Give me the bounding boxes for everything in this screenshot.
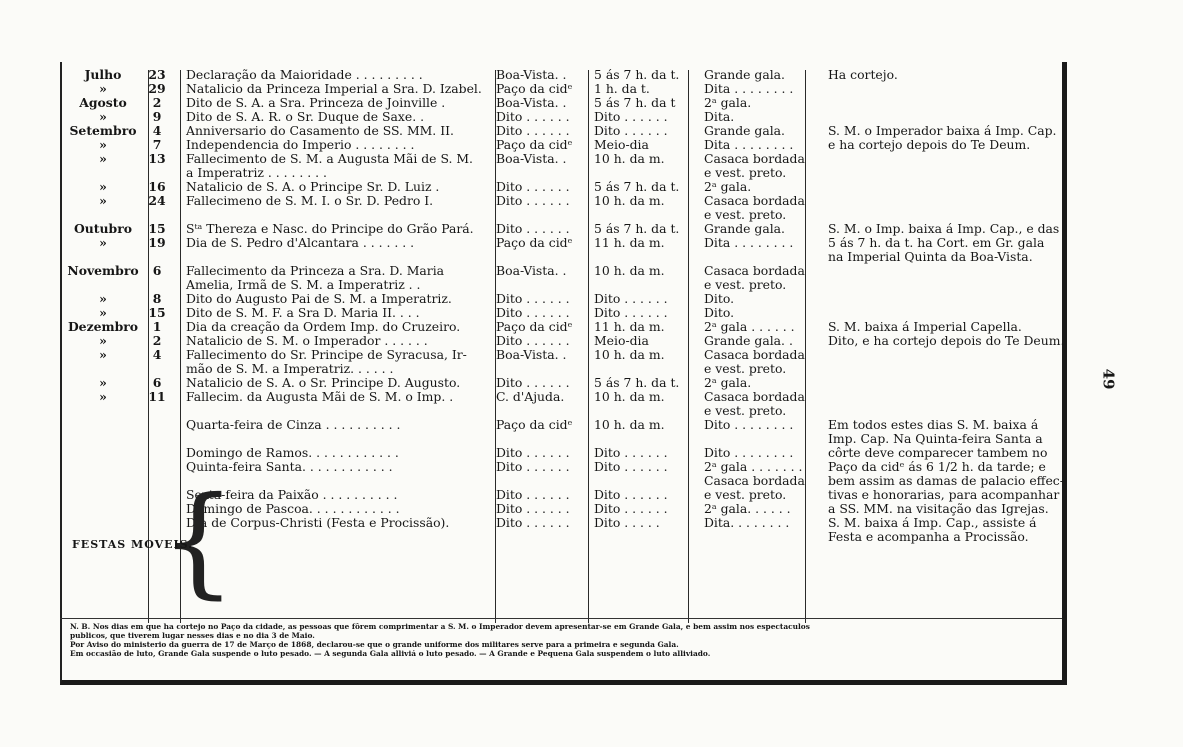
time-cell: Meio-dia <box>594 334 649 348</box>
table-row <box>64 306 1066 320</box>
place-cell <box>488 530 586 544</box>
time-cell <box>586 530 690 544</box>
dress-cell: e vest. preto. <box>704 166 787 180</box>
place-cell <box>488 432 586 446</box>
month-cell: » <box>99 236 107 250</box>
table-row <box>64 194 1066 208</box>
table-row <box>64 222 1066 236</box>
month-cell: » <box>99 306 107 320</box>
month-cell <box>64 432 142 446</box>
month-cell: » <box>99 292 107 306</box>
place-cell: Paço da cidᵉ <box>496 236 573 250</box>
place-cell: Dito . . . . . . <box>496 110 570 124</box>
description-cell: a Imperatriz . . . . . . . . <box>186 166 327 180</box>
note-cell <box>814 278 1066 292</box>
description-cell <box>172 250 488 264</box>
dress-cell: Casaca bordada <box>704 152 805 166</box>
day-cell <box>142 208 172 222</box>
dress-cell: Casaca bordada <box>704 348 805 362</box>
month-cell <box>64 278 142 292</box>
dress-cell: Grande gala. . <box>704 334 793 348</box>
dress-cell: 2ᵃ gala. <box>704 96 752 110</box>
time-cell: 10 h. da m. <box>594 152 665 166</box>
dress-cell: Dito . . . . . . . . <box>704 418 794 432</box>
dress-cell <box>690 530 814 544</box>
table-row <box>64 124 1066 138</box>
note-cell <box>814 82 1066 96</box>
note-cell: S. M. baixa á Imp. Cap., assiste á <box>828 516 1037 530</box>
note-cell <box>814 166 1066 180</box>
description-cell: Quarta-feira de Cinza . . . . . . . . . . <box>186 418 401 432</box>
month-cell <box>64 460 142 474</box>
table-row <box>64 390 1066 404</box>
dress-cell: Dita . . . . . . . . <box>704 138 794 152</box>
day-cell <box>142 166 172 180</box>
place-cell <box>488 166 586 180</box>
place-cell <box>488 278 586 292</box>
table-row <box>64 96 1066 110</box>
place-cell: Dito . . . . . . <box>496 460 570 474</box>
note-cell <box>814 306 1066 320</box>
note-cell <box>814 348 1066 362</box>
note-cell <box>814 292 1066 306</box>
dress-cell <box>690 432 814 446</box>
time-cell: Dito . . . . . . <box>594 460 668 474</box>
table-row <box>64 376 1066 390</box>
month-cell: Dezembro <box>67 320 139 334</box>
dress-cell <box>690 250 814 264</box>
day-cell: 2 <box>152 96 162 110</box>
dress-cell: 2ᵃ gala . . . . . . <box>704 320 795 334</box>
place-cell: Dito . . . . . . <box>496 334 570 348</box>
month-cell: » <box>99 180 107 194</box>
note-cell: Ha cortejo. <box>828 68 898 82</box>
month-cell: » <box>99 348 107 362</box>
month-cell <box>64 418 142 432</box>
description-cell: Fallecimento do Sr. Principe de Syracusa, Ir- <box>186 348 467 362</box>
dress-cell: Grande gala. <box>704 222 785 236</box>
table-row <box>64 404 1066 418</box>
table-row <box>64 166 1066 180</box>
month-cell <box>64 208 142 222</box>
description-cell: Natalicio de S. A. o Principe Sr. D. Luiz . <box>186 180 440 194</box>
table-row <box>64 320 1066 334</box>
table-row <box>64 236 1066 250</box>
day-cell <box>142 418 172 432</box>
day-cell: 9 <box>152 110 162 124</box>
day-cell <box>142 362 172 376</box>
time-cell: 5 ás 7 h. da t. <box>594 180 680 194</box>
day-cell: 19 <box>148 236 166 250</box>
description-cell: Fallecim. da Augusta Mãi de S. M. o Imp. . <box>186 390 454 404</box>
table-row <box>64 432 1066 446</box>
dress-cell: Dita . . . . . . . . <box>704 82 794 96</box>
description-cell: Quinta-feira Santa. . . . . . . . . . . . <box>186 460 393 474</box>
note-cell: a SS. MM. na visitação das Igrejas. <box>828 502 1049 516</box>
time-cell: Dito . . . . . . <box>594 110 668 124</box>
month-cell: Setembro <box>69 124 137 138</box>
time-cell: Dito . . . . . . <box>594 488 668 502</box>
month-cell: Julho <box>84 68 122 82</box>
month-cell <box>64 516 142 530</box>
time-cell: Dito . . . . . . <box>594 502 668 516</box>
month-cell: » <box>99 138 107 152</box>
month-cell <box>64 250 142 264</box>
table-row <box>64 334 1066 348</box>
time-cell: 1 h. da t. <box>594 82 650 96</box>
time-cell: Dito . . . . . . <box>594 292 668 306</box>
description-cell: Dito de S. A. a Sra. Princeza de Joinville . <box>186 96 446 110</box>
day-cell: 6 <box>152 264 162 278</box>
dress-cell: Dito . . . . . . . . <box>704 446 794 460</box>
description-cell: Fallecimento de S. M. a Augusta Mãi de S. M. <box>186 152 473 166</box>
footnote-line: publicos, que tiverem lugar nesses dias e no dia 3 de Maio. <box>70 631 315 640</box>
notes-divider <box>60 618 1062 619</box>
description-cell: Independencia do Imperio . . . . . . . . <box>186 138 415 152</box>
time-cell <box>586 250 690 264</box>
table-row <box>64 180 1066 194</box>
day-cell: 13 <box>148 152 166 166</box>
note-cell <box>814 404 1066 418</box>
day-cell: 7 <box>152 138 162 152</box>
note-cell <box>814 390 1066 404</box>
day-cell <box>142 250 172 264</box>
day-cell <box>142 446 172 460</box>
table-row <box>64 362 1066 376</box>
place-cell: Boa-Vista. . <box>496 348 567 362</box>
day-cell <box>142 404 172 418</box>
footnotes <box>70 622 1055 658</box>
time-cell <box>586 404 690 418</box>
day-cell: 24 <box>148 194 166 208</box>
day-cell: 15 <box>148 306 166 320</box>
month-cell <box>64 166 142 180</box>
month-cell: Outubro <box>74 222 132 236</box>
description-cell: Dia de Corpus-Christi (Festa e Procissão). <box>186 516 450 530</box>
table-row <box>64 446 1066 460</box>
note-cell: Dito, e ha cortejo depois do Te Deum. <box>828 334 1065 348</box>
note-cell: S. M. o Imp. baixa á Imp. Cap., e das <box>828 222 1060 236</box>
day-cell: 23 <box>148 68 166 82</box>
place-cell: Dito . . . . . . <box>496 502 570 516</box>
time-cell: 10 h. da m. <box>594 194 665 208</box>
time-cell <box>586 474 690 488</box>
description-cell: Fallecimeno de S. M. I. o Sr. D. Pedro I. <box>186 194 434 208</box>
day-cell <box>142 278 172 292</box>
dress-cell: Dito. <box>704 306 735 320</box>
day-cell: 6 <box>152 376 162 390</box>
table-row <box>64 292 1066 306</box>
place-cell <box>488 250 586 264</box>
description-cell: mão de S. M. a Imperatriz. . . . . . <box>186 362 394 376</box>
time-cell: 11 h. da m. <box>594 236 665 250</box>
place-cell: Dito . . . . . . <box>496 124 570 138</box>
dress-cell: Casaca bordada <box>704 264 805 278</box>
dress-cell: 2ᵃ gala. . . . . . <box>704 502 791 516</box>
dress-cell: Casaca bordada <box>704 194 805 208</box>
note-cell <box>814 180 1066 194</box>
time-cell <box>586 208 690 222</box>
table-row <box>64 110 1066 124</box>
table-row <box>64 82 1066 96</box>
place-cell: Dito . . . . . . <box>496 222 570 236</box>
month-cell <box>64 488 142 502</box>
place-cell: Paço da cidᵉ <box>496 82 573 96</box>
day-cell: 1 <box>152 320 162 334</box>
time-cell: 10 h. da m. <box>594 418 665 432</box>
dress-cell: e vest. preto. <box>704 362 787 376</box>
footnote-line: Por Aviso do ministerio da guerra de 17 de Março de 1868, declarou-se que o grande uniforme dos militares serve para a primeira e segunda Gala. <box>70 640 679 649</box>
dress-cell: e vest. preto. <box>704 278 787 292</box>
description-cell: Dito do Augusto Pai de S. M. a Imperatriz. <box>186 292 452 306</box>
time-cell <box>586 278 690 292</box>
time-cell: Meio-dia <box>594 138 649 152</box>
table-row <box>64 348 1066 362</box>
place-cell: Boa-Vista. . <box>496 96 567 110</box>
note-cell: e ha cortejo depois do Te Deum. <box>828 138 1031 152</box>
time-cell <box>586 432 690 446</box>
table-row <box>64 138 1066 152</box>
table-row <box>64 250 1066 264</box>
day-cell: 4 <box>152 124 162 138</box>
time-cell: Dito . . . . . . <box>594 124 668 138</box>
month-cell: » <box>99 194 107 208</box>
time-cell: 11 h. da m. <box>594 320 665 334</box>
description-cell: Domingo de Pascoa. . . . . . . . . . . . <box>186 502 400 516</box>
note-cell: Festa e acompanha a Procissão. <box>828 530 1029 544</box>
place-cell: Dito . . . . . . <box>496 306 570 320</box>
place-cell <box>488 362 586 376</box>
dress-cell: Dito. <box>704 292 735 306</box>
note-cell <box>814 96 1066 110</box>
day-cell: 8 <box>152 292 162 306</box>
description-cell: Domingo de Ramos. . . . . . . . . . . . <box>186 446 399 460</box>
note-cell <box>814 264 1066 278</box>
description-cell: Dito de S. A. R. o Sr. Duque de Saxe. . <box>186 110 425 124</box>
place-cell: Boa-Vista. . <box>496 152 567 166</box>
month-cell: Novembro <box>67 264 139 278</box>
note-cell <box>814 194 1066 208</box>
month-cell <box>64 362 142 376</box>
table-row <box>64 418 1066 432</box>
note-cell: 5 ás 7 h. da t. ha Cort. em Gr. gala <box>828 236 1045 250</box>
table-row <box>64 68 1066 82</box>
dress-cell: Grande gala. <box>704 68 785 82</box>
month-cell: Agosto <box>79 96 127 110</box>
month-cell: » <box>99 376 107 390</box>
description-cell: Amelia, Irmã de S. M. a Imperatriz . . <box>186 278 421 292</box>
month-cell <box>64 446 142 460</box>
dress-cell: Casaca bordada <box>704 390 805 404</box>
place-cell: Paço da cidᵉ <box>496 418 573 432</box>
place-cell <box>488 208 586 222</box>
dress-cell: Dita . . . . . . . . <box>704 236 794 250</box>
note-cell <box>814 152 1066 166</box>
place-cell: Dito . . . . . . <box>496 446 570 460</box>
place-cell: Dito . . . . . . <box>496 194 570 208</box>
time-cell: 10 h. da m. <box>594 264 665 278</box>
time-cell: 5 ás 7 h. da t. <box>594 222 680 236</box>
note-cell <box>814 362 1066 376</box>
dress-cell: Grande gala. <box>704 124 785 138</box>
dress-cell: e vest. preto. <box>704 208 787 222</box>
note-cell <box>814 376 1066 390</box>
page-number: 49 <box>1099 368 1118 390</box>
month-cell: » <box>99 390 107 404</box>
dress-cell: e vest. preto. <box>704 404 787 418</box>
place-cell: Paço da cidᵉ <box>496 138 573 152</box>
place-cell <box>488 474 586 488</box>
time-cell: 5 ás 7 h. da t. <box>594 376 680 390</box>
time-cell: Dito . . . . . <box>594 516 660 530</box>
description-cell: Dia da creação da Ordem Imp. do Cruzeiro. <box>186 320 461 334</box>
dress-cell: 2ᵃ gala. <box>704 180 752 194</box>
month-cell <box>64 474 142 488</box>
place-cell: Boa-Vista. . <box>496 264 567 278</box>
time-cell: 5 ás 7 h. da t. <box>594 68 680 82</box>
description-cell: Natalicio da Princeza Imperial a Sra. D. Izabel. <box>186 82 482 96</box>
table-row <box>64 278 1066 292</box>
place-cell: C. d'Ajuda. <box>496 390 565 404</box>
dress-cell: Dita. . . . . . . . <box>704 516 790 530</box>
note-cell: Em todos estes dias S. M. baixa á <box>828 418 1039 432</box>
day-cell: 11 <box>148 390 166 404</box>
note-cell: na Imperial Quinta da Boa-Vista. <box>828 250 1033 264</box>
time-cell <box>586 362 690 376</box>
dress-cell: 2ᵃ gala. <box>704 376 752 390</box>
note-cell <box>814 110 1066 124</box>
place-cell: Dito . . . . . . <box>496 488 570 502</box>
month-cell: » <box>99 152 107 166</box>
description-cell: Declaração da Maioridade . . . . . . . . . <box>186 68 423 82</box>
description-cell: Natalicio de S. A. o Sr. Principe D. Augusto. <box>186 376 461 390</box>
description-cell <box>172 432 488 446</box>
table-row <box>64 152 1066 166</box>
note-cell: côrte deve comparecer tambem no <box>828 446 1048 460</box>
note-cell: tivas e honorarias, para acompanhar <box>828 488 1060 502</box>
dress-cell: Casaca bordada <box>704 474 805 488</box>
time-cell <box>586 166 690 180</box>
dress-cell: e vest. preto. <box>704 488 787 502</box>
day-cell <box>142 432 172 446</box>
description-cell: Sexta-feira da Paixão . . . . . . . . . . <box>186 488 398 502</box>
month-cell <box>64 502 142 516</box>
description-cell <box>172 404 488 418</box>
time-cell: 10 h. da m. <box>594 390 665 404</box>
note-cell: Paço da cidᵉ ás 6 1/2 h. da tarde; e <box>828 460 1046 474</box>
month-cell <box>64 404 142 418</box>
place-cell: Dito . . . . . . <box>496 180 570 194</box>
time-cell: 5 ás 7 h. da t <box>594 96 676 110</box>
note-cell: bem assim as damas de palacio effec- <box>828 474 1064 488</box>
footnote-line: Em occasião de luto, Grande Gala suspende o luto pesado. — A segunda Gala alliviá o luto pesado. — A Grande e Pequena Gala suspendem o luto alliviado. <box>70 649 711 658</box>
day-cell: 2 <box>152 334 162 348</box>
description-cell: Fallecimento da Princeza a Sra. D. Maria <box>186 264 445 278</box>
dress-cell: 2ᵃ gala . . . . . . . <box>704 460 803 474</box>
table-row <box>64 208 1066 222</box>
day-cell: 29 <box>148 82 166 96</box>
description-cell <box>172 208 488 222</box>
footnote-line: N. B. Nos dias em que ha cortejo no Paço da cidade, as pessoas que fôrem comprimentar a S. M. o Imperador devem apresentar-se em Grande Gala, e bem assim nos espectaculos <box>70 622 810 631</box>
description-cell: Dia de S. Pedro d'Alcantara . . . . . . . <box>186 236 415 250</box>
description-cell: Anniversario do Casamento de SS. MM. II. <box>186 124 454 138</box>
dress-cell: Dita. <box>704 110 735 124</box>
festas-moveis-label: FESTAS MOVEIS. <box>72 538 194 551</box>
table-row <box>64 264 1066 278</box>
description-cell: Dito de S. M. F. a Sra D. Maria II. . . . <box>186 306 420 320</box>
month-cell: » <box>99 82 107 96</box>
note-cell <box>814 208 1066 222</box>
festas-brace: { <box>160 472 237 611</box>
day-cell: 16 <box>148 180 166 194</box>
place-cell: Dito . . . . . . <box>496 516 570 530</box>
time-cell: 10 h. da m. <box>594 348 665 362</box>
month-cell: » <box>99 334 107 348</box>
time-cell: Dito . . . . . . <box>594 446 668 460</box>
day-cell: 15 <box>148 222 166 236</box>
place-cell: Paço da cidᵉ <box>496 320 573 334</box>
day-cell: 4 <box>152 348 162 362</box>
place-cell: Dito . . . . . . <box>496 292 570 306</box>
place-cell <box>488 404 586 418</box>
time-cell: Dito . . . . . . <box>594 306 668 320</box>
note-cell: Imp. Cap. Na Quinta-feira Santa a <box>828 432 1043 446</box>
description-cell: Sᵗᵃ Thereza e Nasc. do Principe do Grão Pará. <box>186 222 474 236</box>
place-cell: Boa-Vista. . <box>496 68 567 82</box>
note-cell: S. M. baixa á Imperial Capella. <box>828 320 1022 334</box>
place-cell: Dito . . . . . . <box>496 376 570 390</box>
note-cell: S. M. o Imperador baixa á Imp. Cap. <box>828 124 1057 138</box>
month-cell: » <box>99 110 107 124</box>
description-cell: Natalicio de S. M. o Imperador . . . . . . <box>186 334 428 348</box>
